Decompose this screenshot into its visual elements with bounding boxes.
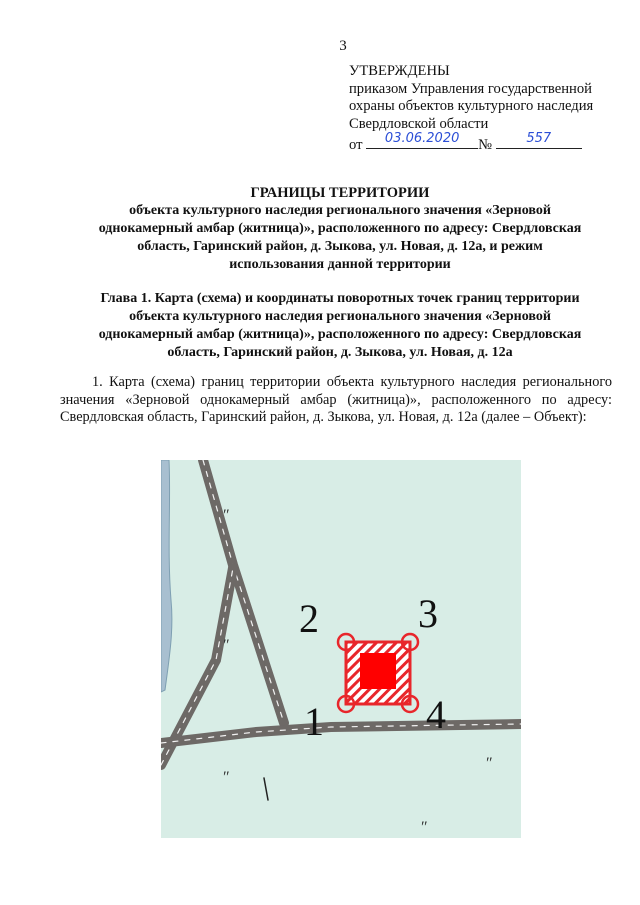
approval-line-2: охраны объектов культурного наследия [349, 98, 594, 114]
point-label-3: 3 [418, 591, 438, 636]
grass-mark: ″ [223, 637, 230, 654]
object-footprint [360, 653, 396, 689]
subtitle-line: однокамерный амбар (житница)», расположенного по адресу: Свердловская [98, 221, 582, 236]
document-subtitle [60, 202, 620, 274]
approval-number: 557 [526, 130, 552, 146]
point-label-2: 2 [299, 596, 319, 641]
date-field [366, 130, 478, 149]
approval-heading: УТВЕРЖДЕНЫ [349, 63, 450, 79]
chapter-line: объекта культурного наследия регионального значения «Зерновой [129, 309, 551, 324]
subtitle-line: объекта культурного наследия регионального значения «Зерновой [129, 203, 551, 218]
approval-date: 03.06.2020 [384, 130, 460, 146]
from-label: от [349, 137, 363, 153]
grass-mark: ″ [223, 769, 230, 786]
object-boundary [338, 634, 418, 712]
chapter-line: область, Гаринский район, д. Зыкова, ул. Новая, д. 12а [167, 345, 513, 360]
grass-mark: ″ [223, 507, 230, 524]
chapter-line: Глава 1. Карта (схема) и координаты поворотных точек границ территории [100, 291, 580, 306]
subtitle-line: использования данной территории [229, 257, 451, 272]
grass-mark: ″ [486, 755, 493, 772]
approval-line-3: Свердловской области [349, 115, 489, 132]
page-number: 3 [339, 38, 347, 54]
number-field [496, 130, 582, 149]
chapter-line: однокамерный амбар (житница)», расположенного по адресу: Свердловская [98, 327, 582, 342]
approval-date-line [349, 130, 629, 155]
approval-line-1: приказом Управления государственной [349, 80, 592, 97]
approval-stamp [349, 63, 629, 155]
grass-mark: ″ [421, 819, 428, 836]
point-label-4: 4 [426, 692, 446, 737]
paragraph-1: 1. Карта (схема) границ территории объекта культурного наследия регионального значения «Зерновой однокамерный амбар (житница)», расположенного по адресу: Свердловская область, Гаринский район, д. Зыкова, ул. Новая, д. 12а (далее – Объект): [60, 374, 612, 425]
subtitle-line: область, Гаринский район, д. Зыкова, ул. Новая, д. 12а, и режим [137, 239, 543, 254]
boundary-map [161, 460, 521, 838]
chapter-heading [60, 290, 620, 362]
number-label: № [478, 137, 493, 153]
point-label-1: 1 [304, 699, 324, 744]
document-title: ГРАНИЦЫ ТЕРРИТОРИИ [250, 185, 430, 201]
